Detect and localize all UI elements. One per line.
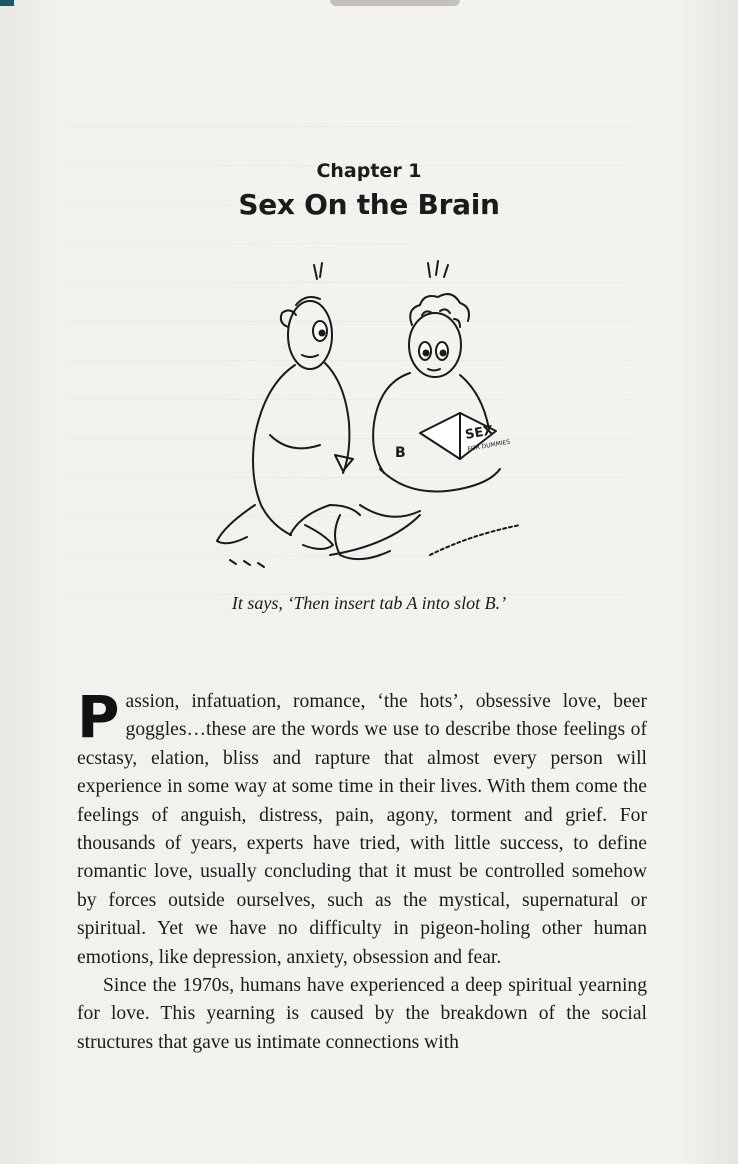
woman-head: [409, 313, 461, 377]
cartoon-illustration: [210, 255, 530, 575]
drop-cap: P: [77, 683, 120, 751]
svg-text:B: B: [395, 445, 406, 461]
chapter-title: Sex On the Brain: [238, 188, 500, 221]
page-corner-mark: [0, 0, 14, 6]
paragraph-1-text: assion, infatuation, romance, ‘the hots’, obsessive love, beer goggles…these are the words we use to describe those feelings of ecstasy, elation, bliss and rapture that almost every person will experience in some way at some time in their lives. With them come the feelings of anguish, distress, pain, agony, torment and grief. For thousands of years, experts have tried, with little success, to define romantic love, usually concluding that it must be controlled somehow by forces outside ourselves, such as the mystical, supernatural or spiritual. Yet we have no difficulty in pigeon-holing other human emotions, like depression, anxiety, obsession and fear.: [77, 691, 647, 968]
paragraph-1: [77, 683, 647, 972]
body-text: [77, 683, 647, 1057]
paragraph-2: Since the 1970s, humans have experienced a deep spiritual yearning for love. This yearning is caused by the breakdown of the social structures that gave us intimate connections with: [77, 975, 647, 1053]
chapter-label: Chapter 1: [316, 160, 422, 182]
book-cover-subtext: FOR DUMMIES: [467, 438, 511, 453]
man-body: [253, 365, 295, 535]
book-cover-text: SEX: [464, 423, 495, 443]
figure-caption: It says, ‘Then insert tab A into slot B.’: [231, 593, 507, 613]
page-top-edge: [330, 0, 460, 6]
